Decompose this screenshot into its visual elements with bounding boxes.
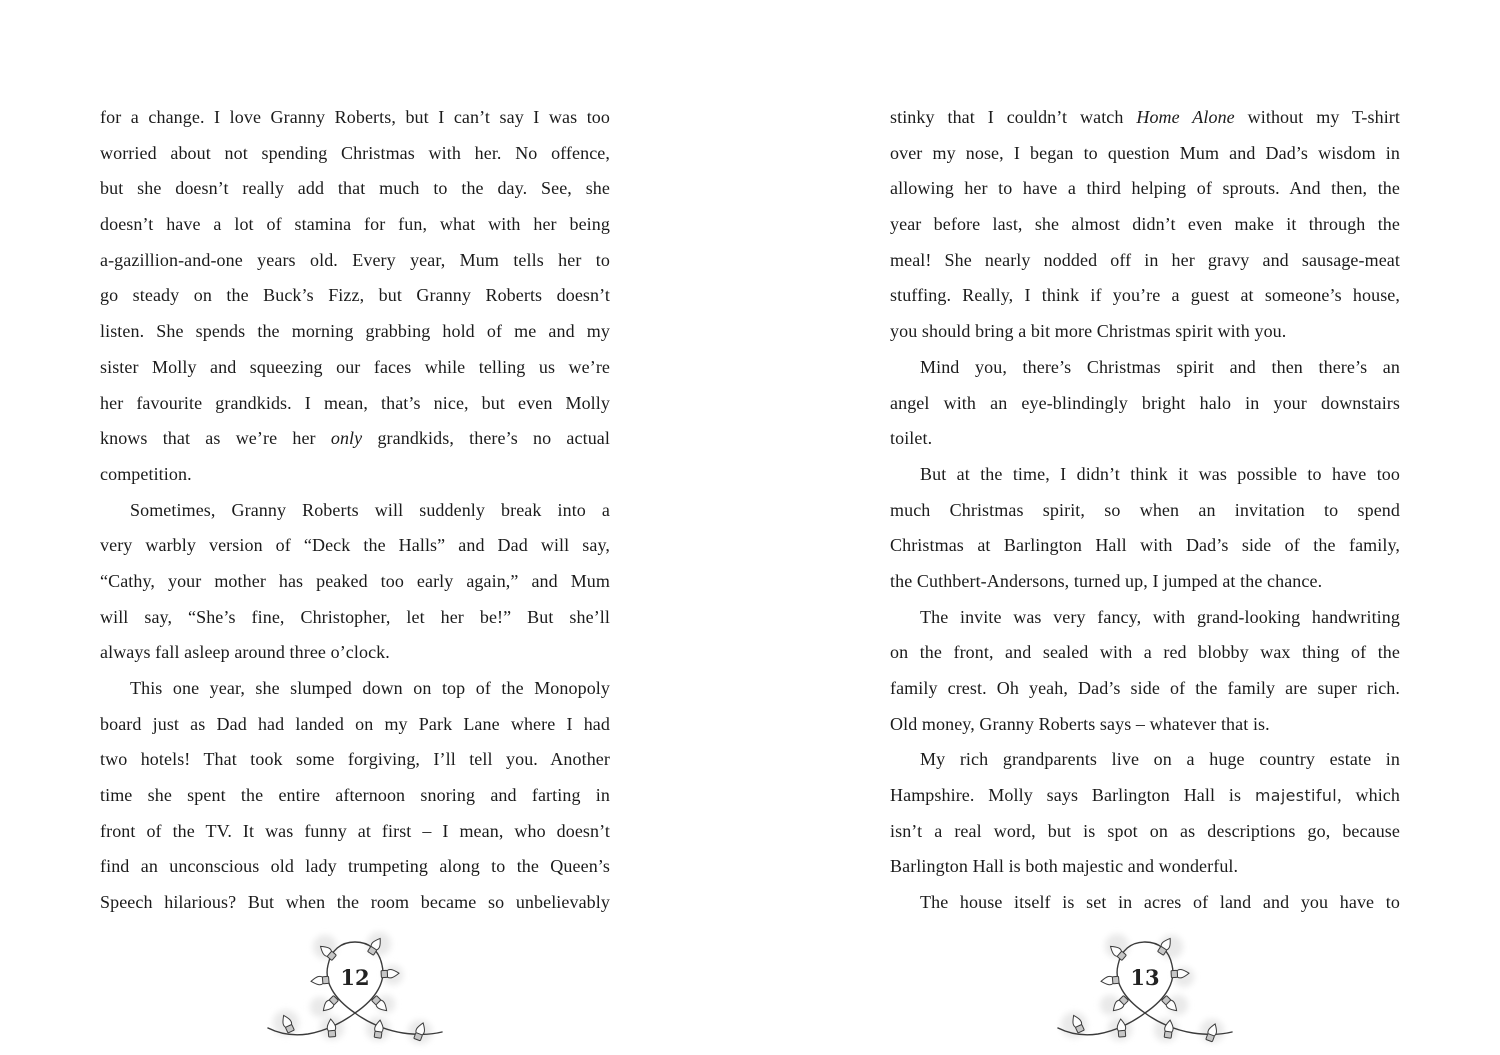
text-line: The invite was very fancy, with grand-looking handwriting bbox=[920, 606, 1400, 627]
text-line: worried about not spending Christmas with her. No offence, bbox=[100, 142, 610, 163]
text-line: The house itself is set in acres of land and you have to bbox=[920, 892, 1400, 913]
text-line: My rich grandparents live on a huge country estate in bbox=[920, 749, 1400, 770]
text-line: Old money, Granny Roberts says – whatever that is. bbox=[890, 713, 1270, 734]
text-line: time she spent the entire afternoon snoring and farting in bbox=[100, 785, 610, 806]
text-line: year before last, she almost didn’t even make it through the bbox=[890, 214, 1400, 235]
text-line: This one year, she slumped down on top of the Monopoly bbox=[130, 678, 610, 698]
text-line: over my nose, I began to question Mum and Dad’s wisdom in bbox=[890, 142, 1400, 163]
text-line: toilet. bbox=[890, 428, 933, 449]
text-line: stinky that I couldn’t watch Home Alone without my T-shirt bbox=[890, 107, 1400, 127]
page-number-ornament bbox=[1060, 935, 1230, 1050]
page-number: 13 bbox=[1130, 965, 1160, 990]
text-line: for a change. I love Granny Roberts, but I can’t say I was too bbox=[100, 107, 610, 127]
text-line: angel with an eye-blindingly bright halo in your downstairs bbox=[890, 392, 1400, 413]
handwritten-word: majestiful bbox=[1254, 786, 1338, 806]
text-line: Sometimes, Granny Roberts will suddenly break into a bbox=[130, 499, 610, 520]
text-line: isn’t a real word, but is spot on as descriptions go, because bbox=[890, 820, 1400, 841]
text-line: “Cathy, your mother has peaked too early again,” and Mum bbox=[100, 570, 610, 591]
text-line: you should bring a bit more Christmas spirit with you. bbox=[890, 321, 1287, 342]
text-line: find an unconscious old lady trumpeting along to the Queen’s bbox=[100, 856, 610, 877]
text-line: sister Molly and squeezing our faces while telling us we’re bbox=[100, 356, 610, 377]
text-line: her favourite grandkids. I mean, that’s nice, but even Molly bbox=[100, 392, 610, 413]
text-line: competition. bbox=[100, 463, 192, 484]
text-line: knows that as we’re her only grandkids, there’s no actual bbox=[100, 428, 610, 449]
text-line: on the front, and sealed with a red blobby wax thing of the bbox=[890, 642, 1400, 663]
text-line: front of the TV. It was funny at first – I mean, who doesn’t bbox=[100, 820, 610, 841]
text-line: family crest. Oh yeah, Dad’s side of the family are super rich. bbox=[890, 678, 1400, 698]
text-line: go steady on the Buck’s Fizz, but Granny Roberts doesn’t bbox=[100, 285, 610, 306]
text-line: stuffing. Really, I think if you’re a guest at someone’s house, bbox=[890, 285, 1400, 306]
text-line: But at the time, I didn’t think it was possible to have too bbox=[920, 463, 1400, 484]
text-line: two hotels! That took some forgiving, I’ll tell you. Another bbox=[100, 749, 610, 770]
text-line: Barlington Hall is both majestic and wonderful. bbox=[890, 856, 1239, 877]
text-line: always fall asleep around three o’clock. bbox=[100, 642, 390, 663]
text-line: the Cuthbert-Andersons, turned up, I jumped at the chance. bbox=[890, 570, 1323, 591]
text-line: but she doesn’t really add that much to the day. See, she bbox=[100, 178, 610, 199]
text-line: board just as Dad had landed on my Park Lane where I had bbox=[100, 713, 610, 734]
text-line: a-gazillion-and-one years old. Every year, Mum tells her to bbox=[100, 249, 610, 270]
text-line: Speech hilarious? But when the room became so unbelievably bbox=[100, 892, 610, 913]
text-line: Christmas at Barlington Hall with Dad’s side of the family, bbox=[890, 535, 1400, 556]
page-text-column bbox=[100, 100, 610, 921]
text-line: meal! She nearly nodded off in her gravy and sausage-meat bbox=[890, 249, 1400, 270]
left-page bbox=[0, 0, 750, 1050]
text-line: will say, “She’s fine, Christopher, let her be!” But she’ll bbox=[100, 606, 610, 627]
page-number: 12 bbox=[340, 965, 370, 990]
text-line: Mind you, there’s Christmas spirit and then there’s an bbox=[920, 356, 1400, 377]
text-line: listen. She spends the morning grabbing hold of me and my bbox=[100, 321, 610, 342]
page-number-ornament bbox=[270, 935, 440, 1050]
text-line: much Christmas spirit, so when an invitation to spend bbox=[890, 499, 1400, 520]
right-page bbox=[750, 0, 1500, 1050]
text-line: allowing her to have a third helping of sprouts. And then, the bbox=[890, 178, 1400, 199]
text-line: Hampshire. Molly says Barlington Hall is majestiful, which bbox=[890, 785, 1400, 806]
page-text-column bbox=[890, 100, 1400, 921]
text-line: very warbly version of “Deck the Halls” and Dad will say, bbox=[100, 535, 610, 556]
text-line: doesn’t have a lot of stamina for fun, what with her being bbox=[100, 214, 610, 235]
